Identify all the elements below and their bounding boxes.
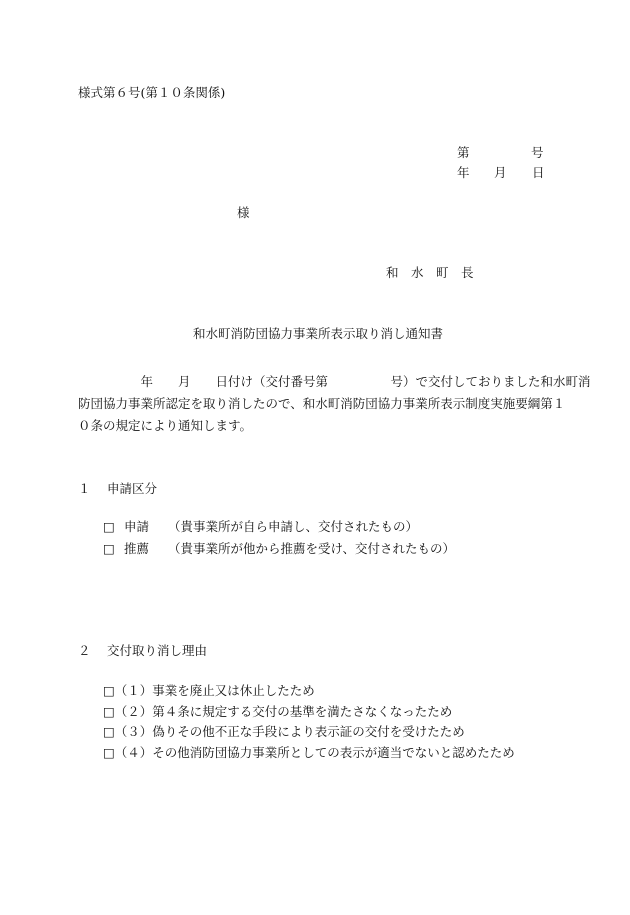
option-description: （貴事業所が他から推薦を受け、交付されたもの） bbox=[168, 541, 456, 556]
checkbox-icon: □ bbox=[103, 519, 115, 534]
body-line: 防団協力事業所認定を取り消したので、和水町消防団協力事業所表示制度実施要綱第１ bbox=[78, 396, 566, 411]
recipient-suffix: 様 bbox=[237, 205, 250, 220]
date-month-label: 月 bbox=[494, 165, 507, 180]
body-line: ０条の規定により通知します。 bbox=[78, 418, 253, 433]
issuer-name: 和 水 町 長 bbox=[386, 265, 474, 280]
reason-item: □（４）その他消防団協力事業所としての表示が適当でないと認めたため bbox=[103, 745, 515, 760]
date-year-label: 年 bbox=[457, 165, 470, 180]
checkbox-icon: □ bbox=[103, 541, 115, 556]
section1-heading: １ 申請区分 bbox=[78, 481, 157, 496]
doc-number-suffix: 号 bbox=[531, 145, 544, 160]
reason-item: □（２）第４条に規定する交付の基準を満たさなくなったため bbox=[103, 704, 453, 719]
document-title: 和水町消防団協力事業所表示取り消し通知書 bbox=[193, 326, 444, 341]
option-label: 推薦 bbox=[124, 541, 150, 556]
form-number: 様式第６号(第１０条関係) bbox=[78, 85, 226, 100]
recommendation-checkbox-row bbox=[103, 543, 455, 556]
option-label: 申請 bbox=[124, 519, 150, 534]
reason-item: □（１）事業を廃止又は休止したため bbox=[103, 683, 315, 698]
section2-heading: ２ 交付取り消し理由 bbox=[78, 643, 207, 658]
option-description: （貴事業所が自ら申請し、交付されたもの） bbox=[168, 519, 419, 534]
doc-number-prefix: 第 bbox=[457, 145, 470, 160]
date-day-label: 日 bbox=[532, 165, 545, 180]
reason-item: □（３）偽りその他不正な手段により表示証の交付を受けたため bbox=[103, 724, 465, 739]
body-paragraph bbox=[78, 371, 591, 437]
body-line: 年 月 日付け（交付番号第 号）で交付しておりました和水町消 bbox=[78, 374, 591, 389]
application-checkbox-row bbox=[103, 521, 418, 534]
